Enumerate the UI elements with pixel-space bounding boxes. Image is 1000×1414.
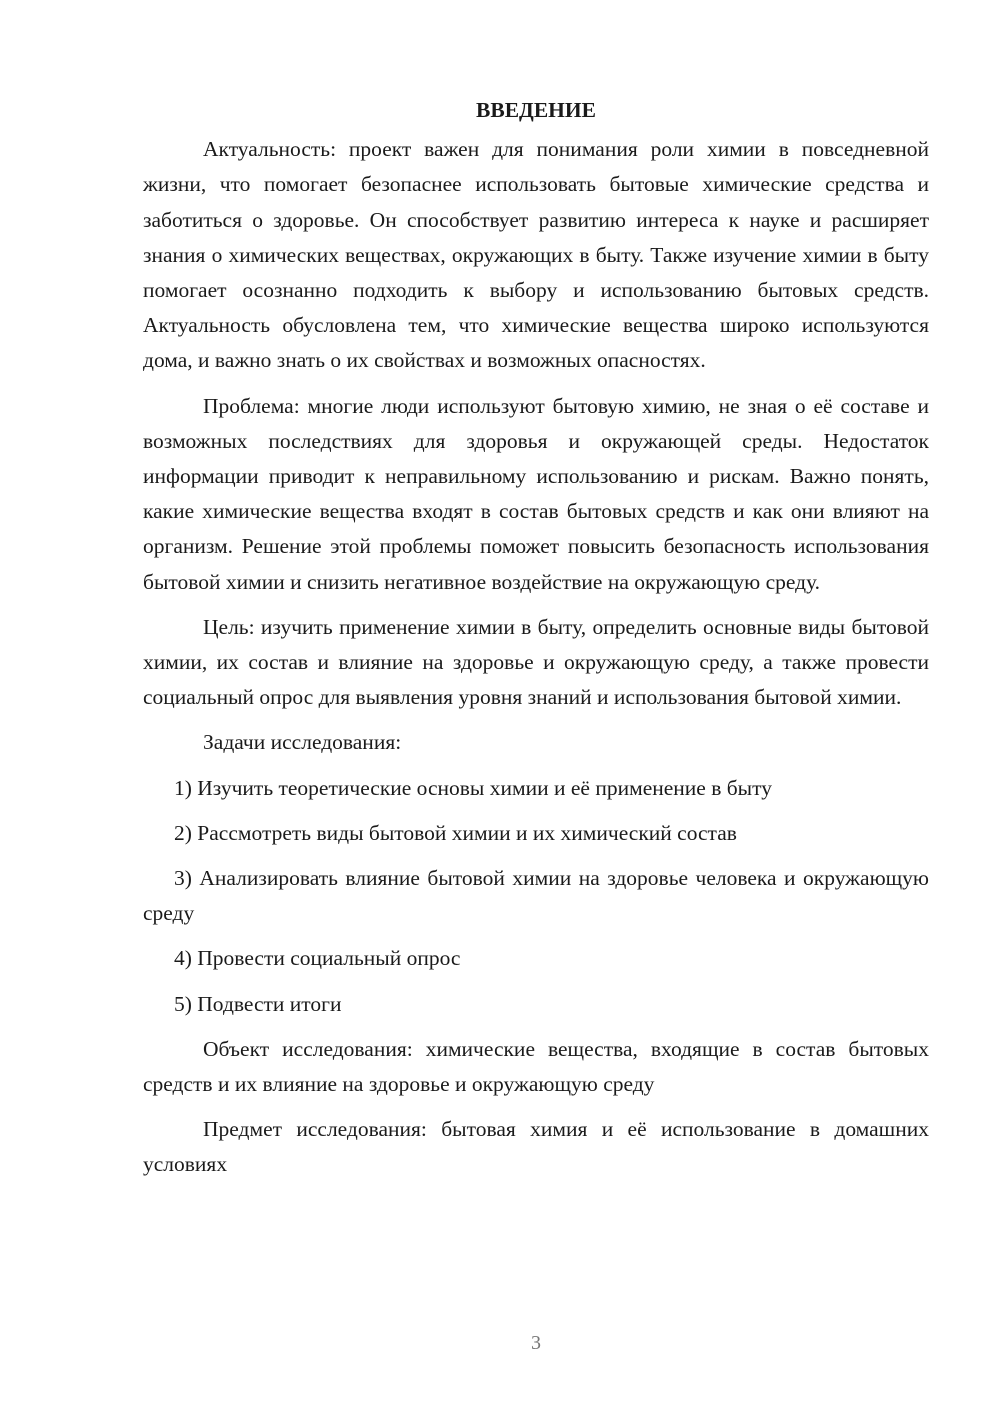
goal-paragraph: Цель: изучить применение химии в быту, определить основные виды бытовой химии, их состав и влияние на здоровье и окружающую среду, а также провести социальный опрос для выявления уровня знаний и использования бытовой химии. <box>143 614 929 710</box>
page-number: 3 <box>531 1332 541 1354</box>
problem-paragraph: Проблема: многие люди используют бытовую химию, не зная о её составе и возможных последствиях для здоровья и окружающей среды. Недостаток информации приводит к неправильному использованию и рискам. Важно понять, какие химические вещества входят в состав бытовых средств и как они влияют на организм. Решение этой проблемы поможет повысить безопасность использования бытовой химии и снизить негативное воздействие на окружающую среду. <box>143 393 929 594</box>
subject-paragraph: Предмет исследования: бытовая химия и её использование в домашних условиях <box>143 1117 929 1177</box>
tasks-heading: Задачи исследования: <box>203 730 402 755</box>
object-paragraph: Объект исследования: химические вещества, входящие в состав бытовых средств и их влияние на здоровье и окружающую среду <box>143 1036 929 1097</box>
task-item-1: 1) Изучить теоретические основы химии и её применение в быту <box>174 775 772 800</box>
task-item-2: 2) Рассмотреть виды бытовой химии и их химический состав <box>174 820 737 845</box>
page-title: ВВЕДЕНИЕ <box>476 98 596 122</box>
task-item-3: 3) Анализировать влияние бытовой химии на здоровье человека и окружающую среду <box>143 866 929 926</box>
task-item-4: 4) Провести социальный опрос <box>174 946 461 971</box>
relevance-paragraph: Актуальность: проект важен для понимания роли химии в повседневной жизни, что помогает безопаснее использовать бытовые химические средства и заботиться о здоровье. Он способствует развитию интереса к науке и расширяет знания о химических веществах, окружающих в быту. Также изучение химии в быту помогает осознанно подходить к выбору и использованию бытовых средств. Актуальность обусловлена тем, что химические вещества широко используются дома, и важно знать о их свойствах и возможных опасностях. <box>143 137 929 373</box>
document-page <box>143 93 929 1193</box>
task-item-5: 5) Подвести итоги <box>174 991 342 1016</box>
